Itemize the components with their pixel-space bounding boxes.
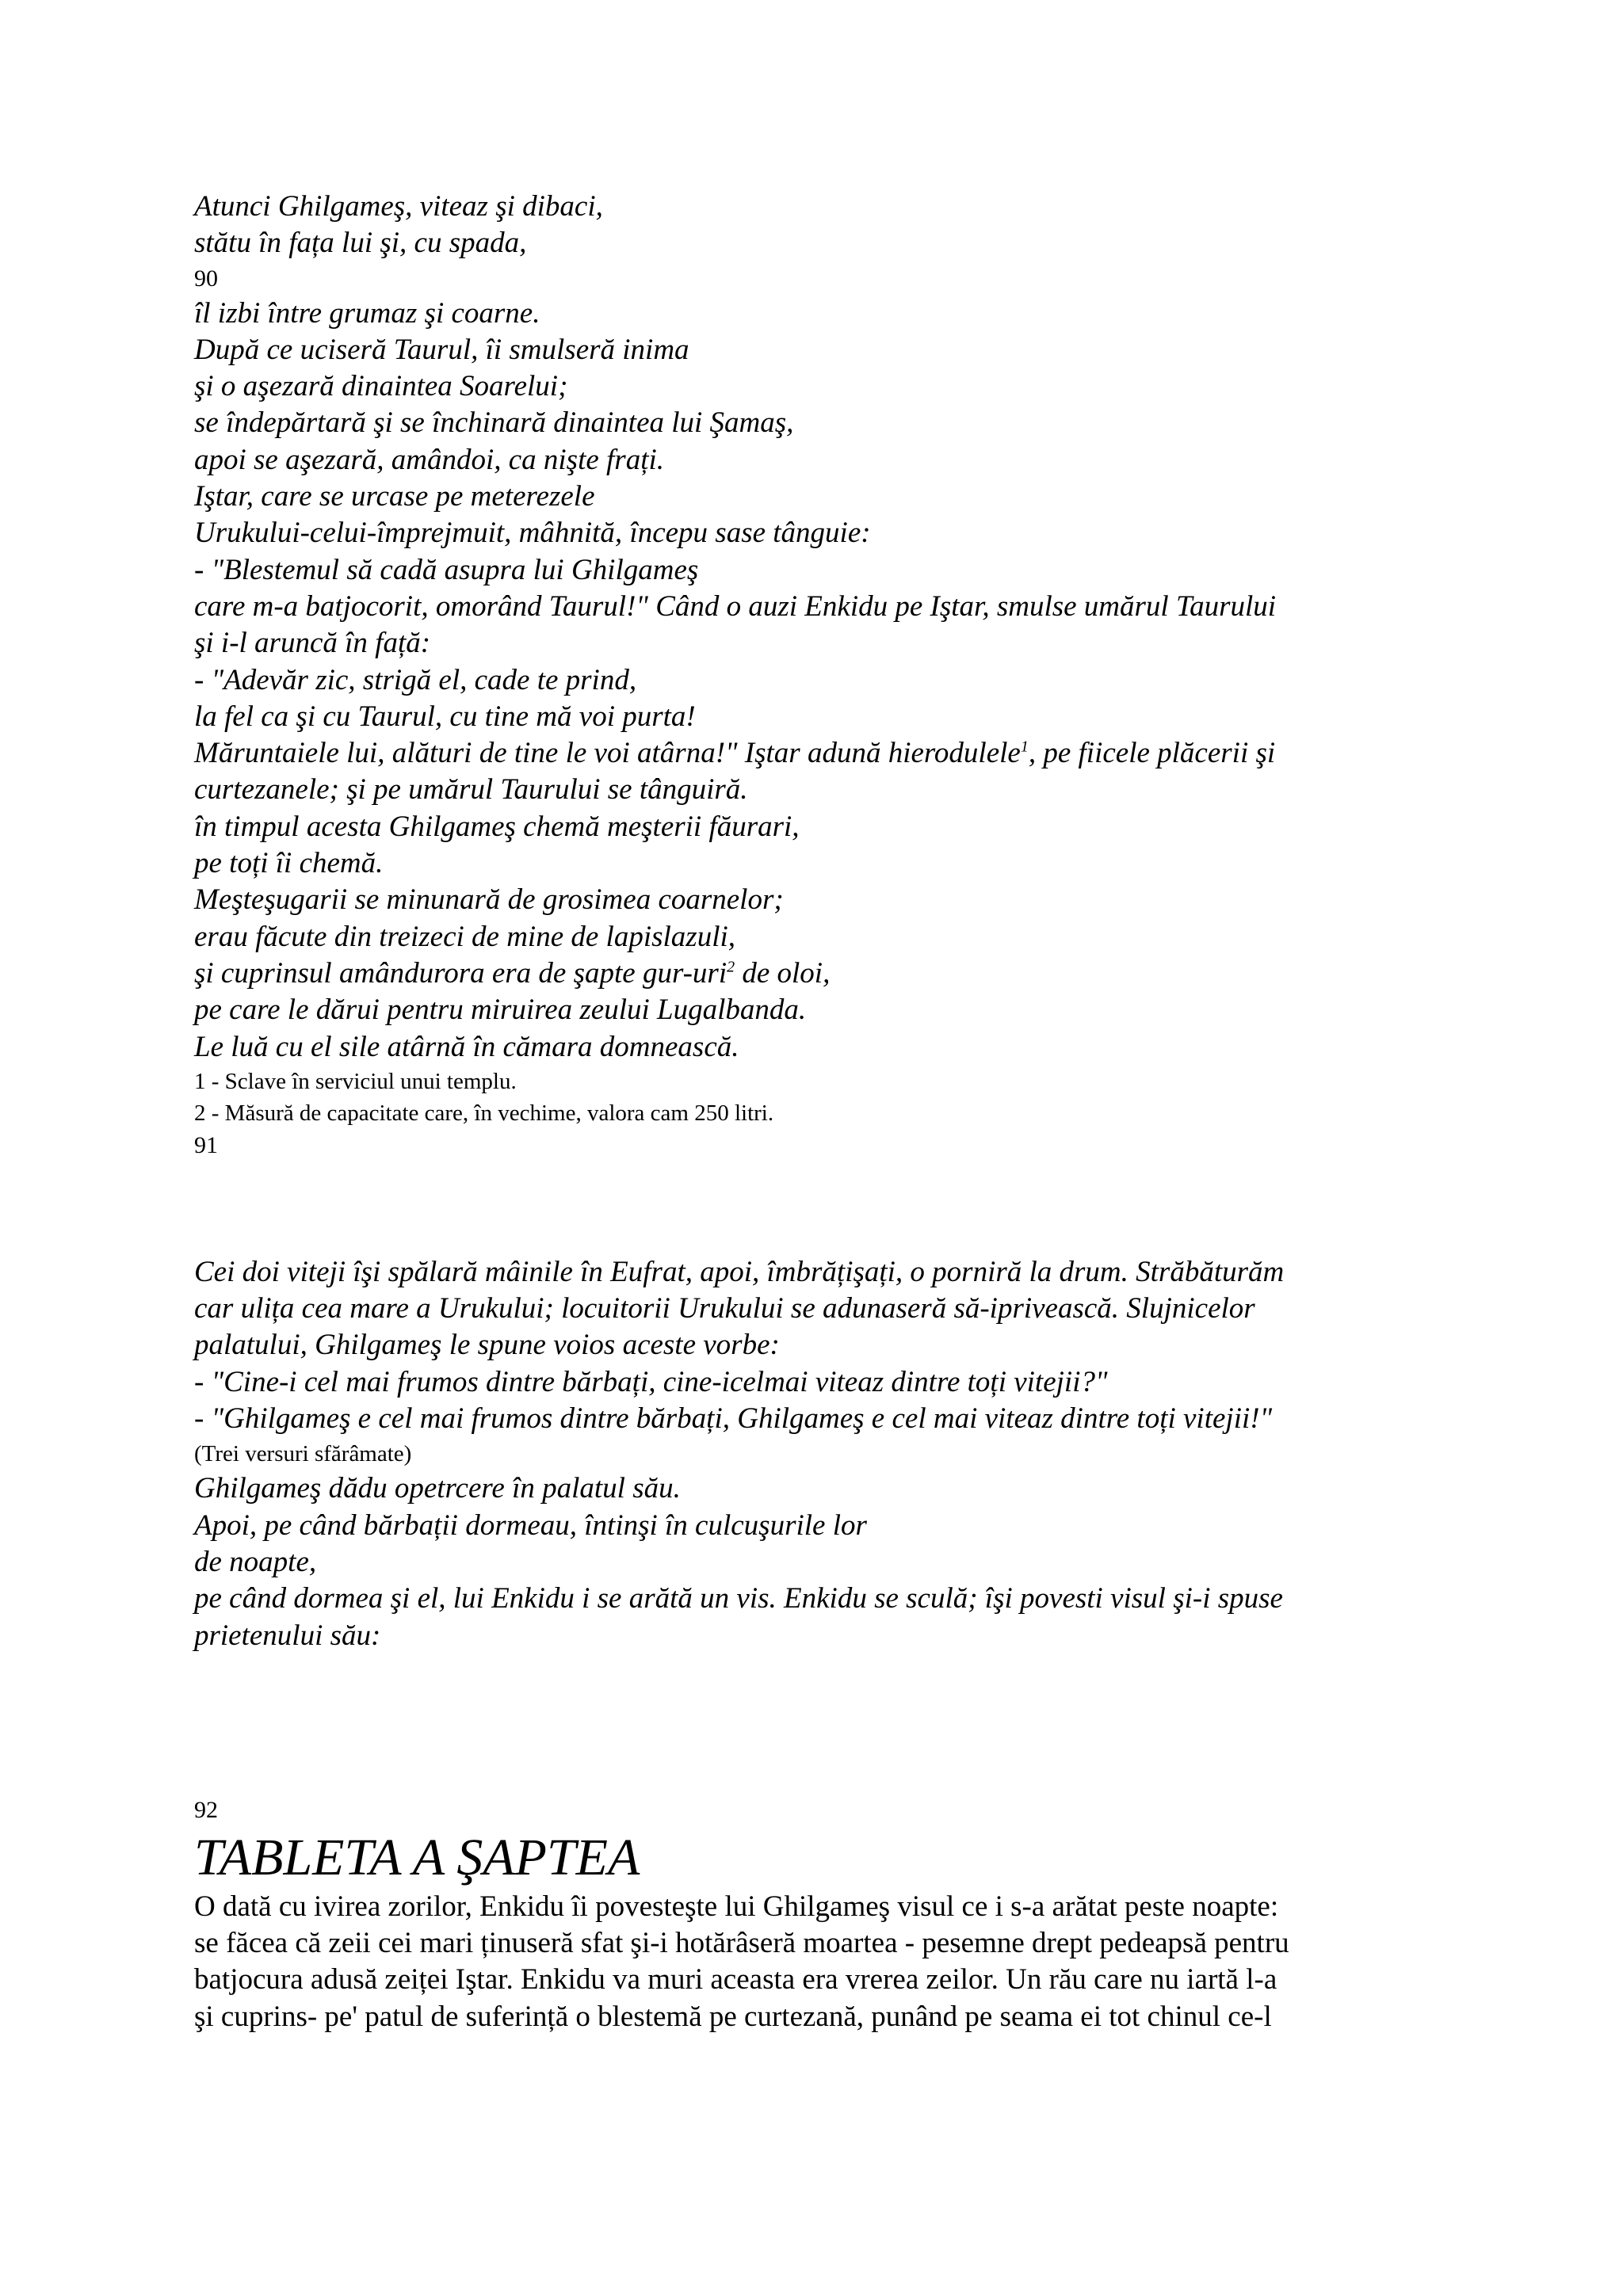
verse-line: apoi se aşezară, amândoi, ca nişte frați. bbox=[194, 443, 665, 476]
verse-line: stătu în fața lui şi, cu spada, bbox=[194, 227, 527, 260]
verse-line: Meşteşugarii se minunară de grosimea coarnelor; bbox=[194, 883, 784, 917]
verse-line: Atunci Ghilgameş, viteaz şi dibaci, bbox=[194, 190, 603, 223]
verse-line: erau făcute din treizeci de mine de lapislazuli, bbox=[194, 920, 736, 953]
verse-line: - "Ghilgameş e cel mai frumos dintre bărbați, Ghilgameş e cel mai viteaz dintre toți vitejii!" bbox=[194, 1402, 1273, 1436]
verse-line: la fel ca şi cu Taurul, cu tine mă voi purta! bbox=[194, 700, 696, 733]
verse-line: Cei doi viteji îşi spălară mâinile în Eufrat, apoi, îmbrățişați, o porniră la drum. Străbăturăm bbox=[194, 1255, 1285, 1288]
footnote-ref-1: 1 bbox=[1020, 738, 1029, 756]
verse-line: - "Blestemul să cadă asupra lui Ghilgameş bbox=[194, 553, 699, 586]
chapter-heading: TABLETA A ŞAPTEA bbox=[194, 1828, 640, 1886]
chapter-block bbox=[194, 1794, 1438, 2035]
verse-line: palatului, Ghilgameş le spune voios aceste vorbe: bbox=[194, 1329, 780, 1362]
verse-line: După ce uciseră Taurul, îi smulseră inima bbox=[194, 333, 689, 366]
paragraph-line: se făcea că zeii cei mari ținuseră sfat şi-i hotărâseră moartea - pesemne drept pedeapsă pentru bbox=[194, 1927, 1289, 1960]
verse-block-1 bbox=[194, 189, 1438, 1162]
verse-text: , pe fiicele plăcerii şi bbox=[1028, 737, 1276, 770]
verse-line: curtezanele; şi pe umărul Taurului se tânguiră. bbox=[194, 773, 748, 807]
verse-line: Ghilgameş dădu opetrcere în palatul său. bbox=[194, 1472, 681, 1505]
page-number: 90 bbox=[194, 265, 218, 292]
paragraph-line: batjocura adusă zeiței Iştar. Enkidu va muri aceasta era vrerea zeilor. Un rău care nu iartă l-a bbox=[194, 1963, 1277, 1997]
page-number: 92 bbox=[194, 1796, 218, 1823]
verse-line: se îndepărtară şi se închinară dinaintea lui Şamaş, bbox=[194, 406, 794, 440]
editorial-note: (Trei versuri sfărâmate) bbox=[194, 1441, 412, 1467]
verse-line: Apoi, pe când bărbații dormeau, întinşi în culcuşurile lor bbox=[194, 1508, 867, 1542]
verse-text: şi cuprinsul amândurora era de şapte gur-uri bbox=[194, 956, 727, 990]
verse-line: Urukului-celui-împrejmuit, mâhnită, începu sase tânguie: bbox=[194, 517, 871, 550]
verse-line: Le luă cu el sile atârnă în cămara domnească. bbox=[194, 1030, 739, 1063]
verse-block-2 bbox=[194, 1254, 1438, 1654]
footnote-2: 2 - Măsură de capacitate care, în vechime, valora cam 250 litri. bbox=[194, 1100, 774, 1126]
footnote-ref-2: 2 bbox=[727, 958, 735, 976]
verse-line: şi i-l aruncă în față: bbox=[194, 627, 431, 660]
document-page bbox=[194, 189, 1438, 2035]
verse-line: care m-a batjocorit, omorând Taurul!" Când o auzi Enkidu pe Iştar, smulse umărul Taurului bbox=[194, 589, 1277, 623]
verse-line: pe care le dărui pentru miruirea zeului Lugalbanda. bbox=[194, 994, 807, 1027]
verse-line: Iştar, care se urcase pe meterezele bbox=[194, 480, 595, 513]
verse-text: de oloi, bbox=[735, 956, 831, 990]
verse-line: car ulița cea mare a Urukului; locuitorii Urukului se adunaseră să-iprivească. Slujnicelor bbox=[194, 1292, 1255, 1325]
page-number: 91 bbox=[194, 1131, 218, 1158]
verse-line: de noapte, bbox=[194, 1545, 317, 1578]
verse-line: pe toți îi chemă. bbox=[194, 847, 384, 880]
verse-line: prietenului său: bbox=[194, 1619, 381, 1652]
verse-line: şi o aşezară dinaintea Soarelui; bbox=[194, 370, 568, 403]
verse-line: pe când dormea şi el, lui Enkidu i se arătă un vis. Enkidu se sculă; îşi povesti visul şi-i spuse bbox=[194, 1582, 1283, 1615]
footnote-1: 1 - Sclave în serviciul unui templu. bbox=[194, 1068, 517, 1094]
paragraph-line: şi cuprins- pe' patul de suferință o blestemă pe curtezană, punând pe seama ei tot chinul ce-l bbox=[194, 2000, 1272, 2033]
verse-line: - "Cine-i cel mai frumos dintre bărbați, cine-icelmai viteaz dintre toți vitejii?" bbox=[194, 1365, 1108, 1398]
paragraph-line: O dată cu ivirea zorilor, Enkidu îi povesteşte lui Ghilgameş visul ce i s-a arătat peste noapte: bbox=[194, 1890, 1279, 1923]
verse-line bbox=[194, 955, 1438, 992]
verse-line: îl izbi între grumaz şi coarne. bbox=[194, 296, 540, 330]
verse-line bbox=[194, 735, 1438, 772]
verse-line: - "Adevăr zic, strigă el, cade te prind, bbox=[194, 663, 637, 696]
verse-line: în timpul acesta Ghilgameş chemă meşterii făurari, bbox=[194, 810, 800, 843]
verse-text: Măruntaiele lui, alături de tine le voi atârna!" Iştar adună hierodulele bbox=[194, 737, 1021, 770]
